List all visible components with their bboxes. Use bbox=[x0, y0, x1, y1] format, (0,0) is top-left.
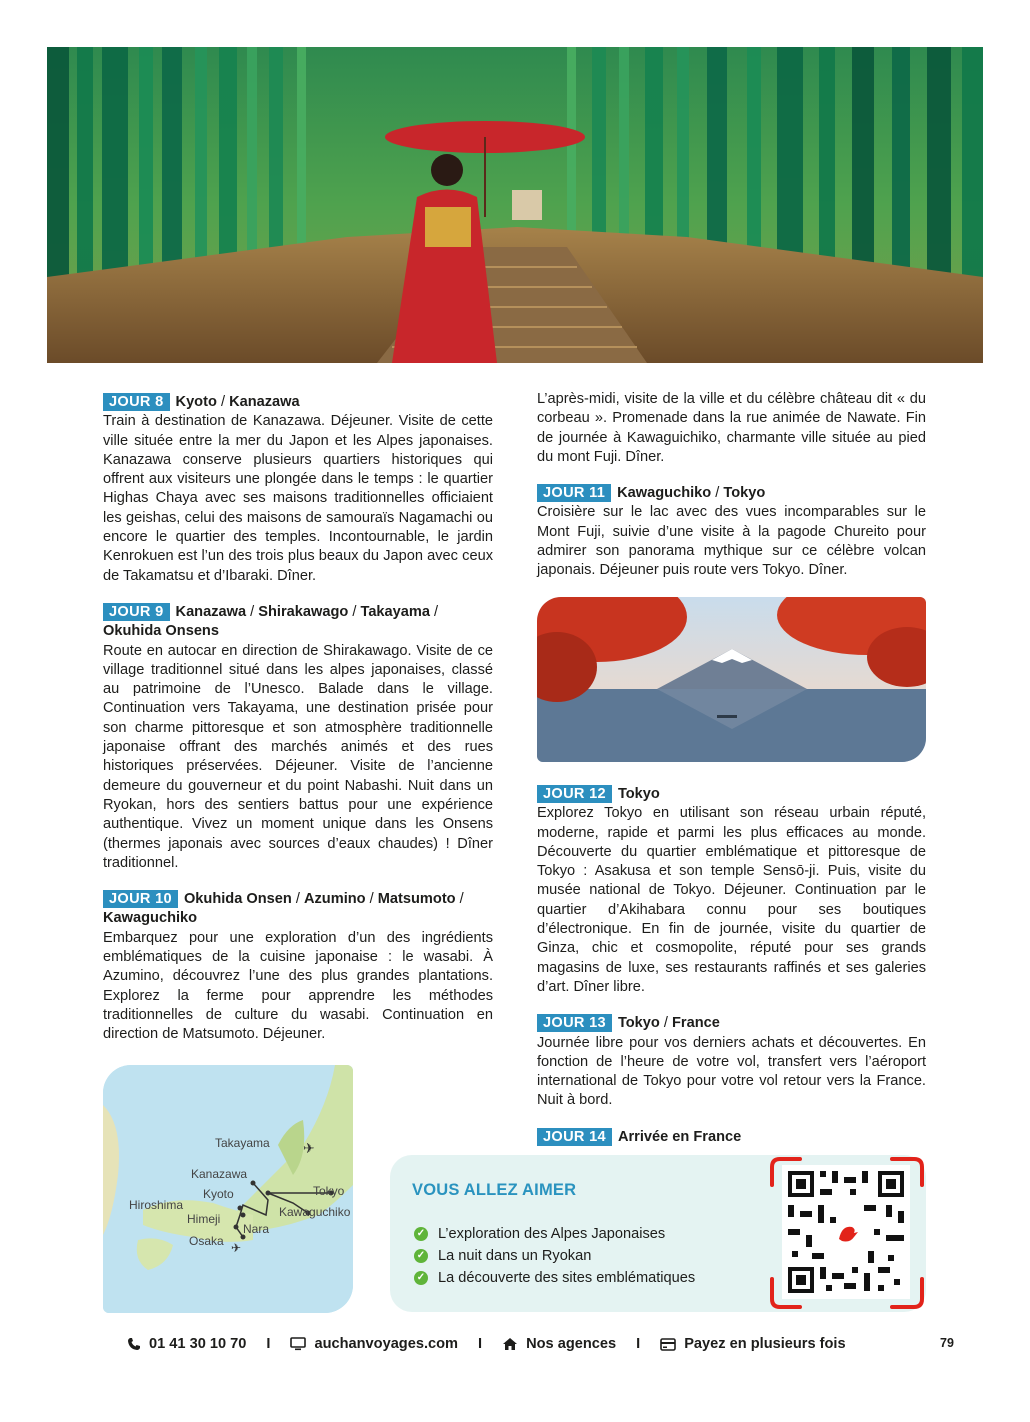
place: Kawaguchiko bbox=[103, 910, 198, 927]
day-10-continued-text: L’après-midi, visite de la ville et du célèbre château dit « du corbeau ». Promenade dans la rue animée de Nawate. Fin de journée à Kawaguichiko, charmante ville située au pied du mont Fuji. Dîner. bbox=[537, 391, 926, 465]
place: Azumino bbox=[303, 891, 366, 908]
svg-text:✈: ✈ bbox=[303, 1140, 315, 1156]
credit-card-icon bbox=[660, 1338, 676, 1351]
day-badge: JOUR 11 bbox=[537, 484, 611, 502]
day-10-text: Embarquez pour une exploration d’un des ingrédients emblématiques de la cuisine japonaise : le wasabi. À Azumino, découvrez l’une des plus grandes plantations. Explorez la ferme pour apprendre les méthodes traditionnelles de culture du wasabi. Continuation en direction de Matsumoto. Déjeuner. bbox=[103, 929, 493, 1043]
place: France bbox=[672, 1015, 720, 1032]
day-12-heading bbox=[537, 785, 926, 804]
place: Arrivée en France bbox=[617, 1128, 742, 1145]
place: Tokyo bbox=[617, 1015, 660, 1032]
mount-fuji-photo bbox=[537, 597, 926, 762]
qr-code-graphic bbox=[768, 1155, 926, 1312]
day-badge: JOUR 8 bbox=[103, 393, 170, 411]
footer-bar bbox=[127, 1334, 927, 1354]
home-icon bbox=[502, 1337, 518, 1351]
hero-illustration bbox=[47, 47, 983, 363]
day-11 bbox=[537, 484, 926, 580]
check-icon: ✓ bbox=[414, 1249, 428, 1263]
map-label-takayama: Takayama bbox=[215, 1136, 270, 1150]
highlights-title: VOUS ALLEZ AIMER bbox=[412, 1181, 577, 1199]
footer-agencies[interactable]: Nos agences bbox=[502, 1336, 616, 1352]
place: Kyoto bbox=[175, 394, 217, 410]
footer-separator: I bbox=[266, 1336, 271, 1352]
day-13-text: Journée libre pour vos derniers achats et découvertes. En fonction de l’heure de votre vol, transfert vers l’aéroport international de Tokyo pour votre vol retour vers la France. Nuit à bord. bbox=[537, 1034, 926, 1109]
itinerary-right-column bbox=[537, 390, 926, 598]
day-badge: JOUR 9 bbox=[103, 603, 170, 621]
highlight-item: ✓ La nuit dans un Ryokan bbox=[414, 1245, 695, 1267]
day-badge: JOUR 13 bbox=[537, 1014, 612, 1032]
day-8 bbox=[103, 393, 493, 586]
check-icon: ✓ bbox=[414, 1271, 428, 1285]
day-10-heading: JOUR 10 Okuhida Onsen / Azumino / Matsumoto / Kawaguchiko bbox=[103, 891, 464, 927]
highlights-box bbox=[390, 1155, 770, 1312]
map-label-kyoto: Kyoto bbox=[203, 1187, 234, 1201]
day-11-heading: JOUR 11 Kawaguchiko / Tokyo bbox=[537, 484, 926, 503]
itinerary-left-column bbox=[103, 393, 493, 1062]
place: Takayama bbox=[360, 603, 430, 620]
fuji-illustration bbox=[537, 597, 926, 762]
place: Okuhida Onsens bbox=[103, 623, 219, 640]
svg-text:✈: ✈ bbox=[231, 1241, 242, 1255]
phone-icon bbox=[127, 1337, 141, 1351]
day-12-text: Explorez Tokyo en utilisant son réseau urbain réputé, moderne, rapide et parmi les plus efficaces au monde. Découverte du quartier emblématique et pittoresque de Tokyo : Asakusa et son temple Sensō-ji. Puis, visite du musée national de Tokyo. Déjeuner. Continuation par le quartier d’Akihabara connu pour ses boutiques d’électronique. En fin de journée, visite du quartier de Ginza, chic et cosmopolite, réputé pour ses grands magasins de luxe, ses restaurants raffinés et ses galeries d’art. Dîner libre. bbox=[537, 805, 926, 995]
monitor-icon bbox=[290, 1337, 306, 1351]
itinerary-right-column-lower bbox=[537, 785, 926, 1164]
day-badge: JOUR 12 bbox=[537, 785, 612, 803]
footer-payment[interactable]: Payez en plusieurs fois bbox=[660, 1336, 845, 1352]
footer-phone[interactable]: 01 41 30 10 70 bbox=[127, 1336, 246, 1352]
highlight-item: ✓ L’exploration des Alpes Japonaises bbox=[414, 1223, 695, 1245]
map-label-hiroshima: Hiroshima bbox=[129, 1198, 184, 1212]
day-10-continued bbox=[537, 390, 926, 467]
highlights-list bbox=[414, 1223, 695, 1289]
place: Tokyo bbox=[617, 786, 660, 802]
map-label-osaka: Osaka bbox=[189, 1234, 224, 1248]
map-label-nara: Nara bbox=[243, 1222, 270, 1236]
footer-website[interactable]: auchanvoyages.com bbox=[290, 1336, 458, 1352]
footer-separator: I bbox=[478, 1336, 483, 1352]
place: Tokyo bbox=[723, 485, 766, 502]
day-13-heading: JOUR 13 Tokyo / France bbox=[537, 1014, 926, 1033]
map-label-kanazawa: Kanazawa bbox=[191, 1167, 248, 1181]
map-illustration bbox=[103, 1065, 353, 1313]
place: Kanazawa bbox=[175, 603, 247, 620]
day-12 bbox=[537, 785, 926, 997]
day-8-text: Train à destination de Kanazawa. Déjeuner. Visite de cette ville située entre la mer du Japon et les Alpes japonaises. Kanazawa conserve plusieurs quartiers historiques qui offrent aux visiteurs une plongée dans le temps : le quartier Highas Chaya avec ses maisons traditionnelles officiaient les geishas, celui des maisons de samouraïs Nagamachi ou encore le quartier des temples. Incontournable, le jardin Kenrokuen est l’un des trois plus beaux du Japon avec ceux de Takamatsu et d’Ibaraki. Dîner. bbox=[103, 413, 493, 584]
footer-separator: I bbox=[636, 1336, 641, 1352]
check-icon: ✓ bbox=[414, 1227, 428, 1241]
highlight-item: ✓ La découverte des sites emblématiques bbox=[414, 1267, 695, 1289]
day-8-heading: JOUR 8 Kyoto / Kanazawa bbox=[103, 393, 493, 412]
day-14-heading bbox=[537, 1128, 926, 1147]
page-number: 79 bbox=[940, 1336, 954, 1350]
map-label-tokyo: Tokyo bbox=[313, 1184, 345, 1198]
day-14 bbox=[537, 1128, 926, 1147]
day-9-heading: JOUR 9 Kanazawa / Shirakawago / Takayama / Okuhida Onsens bbox=[103, 603, 439, 640]
place: Matsumoto bbox=[377, 891, 456, 908]
day-9-text: Route en autocar en direction de Shirakawago. Visite de ce village traditionnel situé dans les alpes japonaises, classé au patrimoine de l’Unesco. Balade dans le village. Continuation vers Takayama, une destination prisée pour son charme pittoresque et son atmosphère traditionnelle japonaise offrant des marchés animés et des rues historiques préservées. Déjeuner. Visite de l’ancienne demeure du gouverneur et du point Nabashi. Nuit dans un Ryokan, hors des sentiers battus pour une expérience authentique. Vivez un moment unique dans les Onsens (thermes japonais avec sources d’eaux chaudes) ! Dîner traditionnel. bbox=[103, 642, 493, 871]
place: Okuhida Onsen bbox=[183, 891, 292, 908]
place: Kanazawa bbox=[229, 394, 300, 410]
day-10 bbox=[103, 890, 493, 1044]
place: Kawaguchiko bbox=[617, 485, 712, 502]
day-9 bbox=[103, 603, 493, 873]
day-13 bbox=[537, 1014, 926, 1110]
hero-photo-bamboo-forest bbox=[47, 47, 983, 363]
day-badge: JOUR 14 bbox=[537, 1128, 612, 1146]
map-label-kawaguchiko: Kawaguchiko bbox=[279, 1205, 351, 1219]
japan-route-map bbox=[103, 1065, 353, 1313]
day-11-text: Croisière sur le lac avec des vues incomparables sur le Mont Fuji, suivie d’une visite à la pagode Chureito pour admirer son panorama mythique sur ce célèbre volcan japonais. Déjeuner puis route vers Tokyo. Dîner. bbox=[537, 504, 926, 579]
day-badge: JOUR 10 bbox=[103, 890, 178, 908]
qr-code[interactable] bbox=[768, 1155, 926, 1312]
place: Shirakawago bbox=[258, 603, 349, 620]
map-label-himeji: Himeji bbox=[187, 1212, 221, 1226]
